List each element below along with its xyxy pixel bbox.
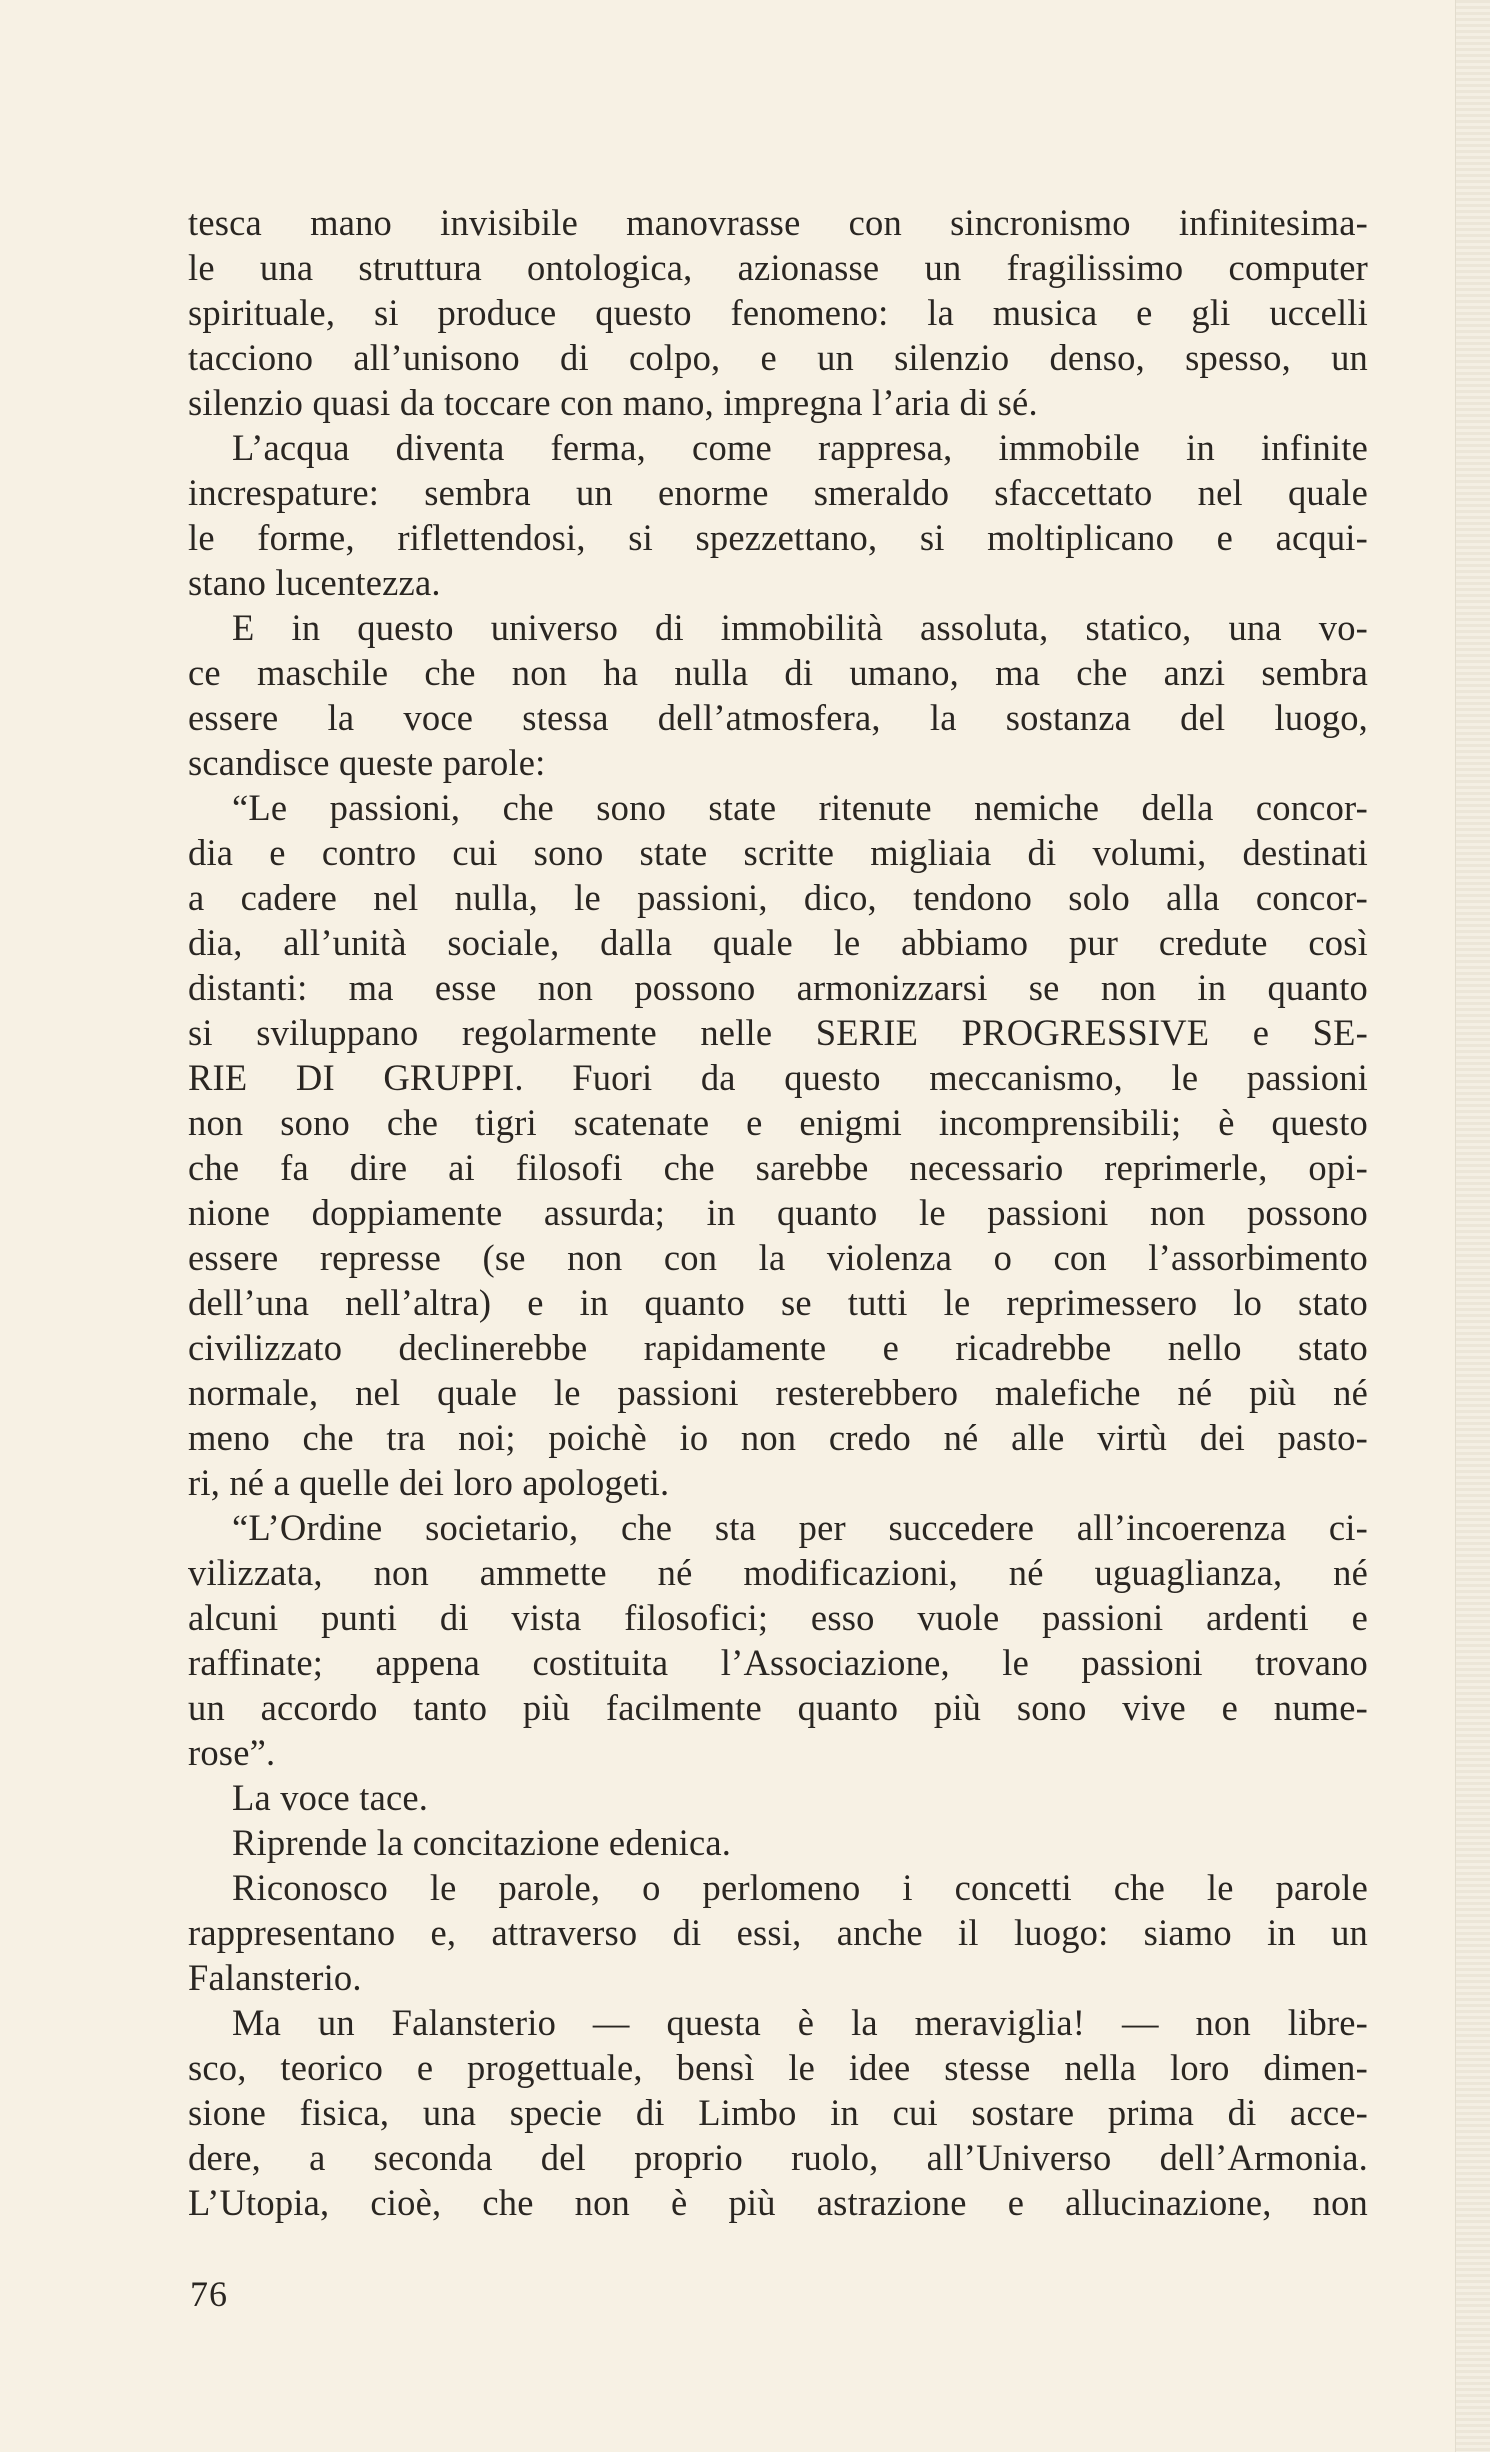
text-line: vilizzata, non ammette né modificazioni, né uguaglianza, né	[188, 1552, 1368, 1593]
text-line: raffinate; appena costituita l’Associazione, le passioni trovano	[188, 1642, 1368, 1683]
text-line: “L’Ordine societario, che sta per succedere all’incoerenza ci-	[232, 1507, 1368, 1548]
text-line: a cadere nel nulla, le passioni, dico, tendono solo alla concor-	[188, 877, 1368, 918]
page-edge	[1455, 0, 1490, 2452]
text-line: Falansterio.	[188, 1957, 362, 1998]
text-line: un accordo tanto più facilmente quanto più sono vive e nume-	[188, 1687, 1368, 1728]
text-line: distanti: ma esse non possono armonizzarsi se non in quanto	[188, 967, 1368, 1008]
text-line: E in questo universo di immobilità assoluta, statico, una vo-	[232, 607, 1368, 648]
text-line: scandisce queste parole:	[188, 742, 546, 783]
text-line: alcuni punti di vista filosofici; esso vuole passioni ardenti e	[188, 1597, 1368, 1638]
text-line: increspature: sembra un enorme smeraldo sfaccettato nel quale	[188, 472, 1368, 513]
text-line: RIE DI GRUPPI. Fuori da questo meccanismo, le passioni	[188, 1057, 1368, 1098]
text-line: rose”.	[188, 1732, 276, 1773]
text-line: normale, nel quale le passioni resterebbero malefiche né più né	[188, 1372, 1368, 1413]
text-line: rappresentano e, attraverso di essi, anche il luogo: siamo in un	[188, 1912, 1368, 1953]
text-line: tesca mano invisibile manovrasse con sincronismo infinitesima-	[188, 202, 1368, 243]
text-line: stano lucentezza.	[188, 562, 441, 603]
text-line: Riprende la concitazione edenica.	[232, 1822, 732, 1863]
text-line: le forme, riflettendosi, si spezzettano, si moltiplicano e acqui-	[188, 517, 1368, 558]
text-line: Riconosco le parole, o perlomeno i concetti che le parole	[232, 1867, 1368, 1908]
text-line: L’acqua diventa ferma, come rappresa, immobile in infinite	[232, 427, 1368, 468]
text-line: essere represse (se non con la violenza o con l’assorbimento	[188, 1237, 1368, 1278]
text-line: “Le passioni, che sono state ritenute nemiche della concor-	[232, 787, 1368, 828]
text-line: spirituale, si produce questo fenomeno: la musica e gli uccelli	[188, 292, 1368, 333]
text-line: si sviluppano regolarmente nelle SERIE PROGRESSIVE e SE-	[188, 1012, 1368, 1053]
text-line: dia, all’unità sociale, dalla quale le abbiamo pur credute così	[188, 922, 1368, 963]
text-line: dere, a seconda del proprio ruolo, all’Universo dell’Armonia.	[188, 2137, 1368, 2178]
text-line: le una struttura ontologica, azionasse un fragilissimo computer	[188, 247, 1368, 288]
body-text	[188, 200, 1368, 2225]
text-line: Ma un Falansterio — questa è la meraviglia! — non libre-	[232, 2002, 1368, 2043]
text-line: dia e contro cui sono state scritte migliaia di volumi, destinati	[188, 832, 1368, 873]
text-line: non sono che tigri scatenate e enigmi incomprensibili; è questo	[188, 1102, 1368, 1143]
text-line: sione fisica, una specie di Limbo in cui sostare prima di acce-	[188, 2092, 1368, 2133]
text-line: meno che tra noi; poichè io non credo né alle virtù dei pasto-	[188, 1417, 1368, 1458]
text-line: silenzio quasi da toccare con mano, impregna l’aria di sé.	[188, 382, 1038, 423]
text-line: ri, né a quelle dei loro apologeti.	[188, 1462, 670, 1503]
page-number: 76	[190, 2274, 228, 2314]
text-line: essere la voce stessa dell’atmosfera, la sostanza del luogo,	[188, 697, 1368, 738]
text-line: che fa dire ai filosofi che sarebbe necessario reprimerle, opi-	[188, 1147, 1368, 1188]
text-line: dell’una nell’altra) e in quanto se tutti le reprimessero lo stato	[188, 1282, 1368, 1323]
text-line: L’Utopia, cioè, che non è più astrazione e allucinazione, non	[188, 2182, 1368, 2223]
text-line: civilizzato declinerebbe rapidamente e ricadrebbe nello stato	[188, 1327, 1368, 1368]
text-line: La voce tace.	[232, 1777, 429, 1818]
text-line: nione doppiamente assurda; in quanto le passioni non possono	[188, 1192, 1368, 1233]
text-line: sco, teorico e progettuale, bensì le idee stesse nella loro dimen-	[188, 2047, 1368, 2088]
text-line: ce maschile che non ha nulla di umano, ma che anzi sembra	[188, 652, 1368, 693]
text-line: tacciono all’unisono di colpo, e un silenzio denso, spesso, un	[188, 337, 1368, 378]
